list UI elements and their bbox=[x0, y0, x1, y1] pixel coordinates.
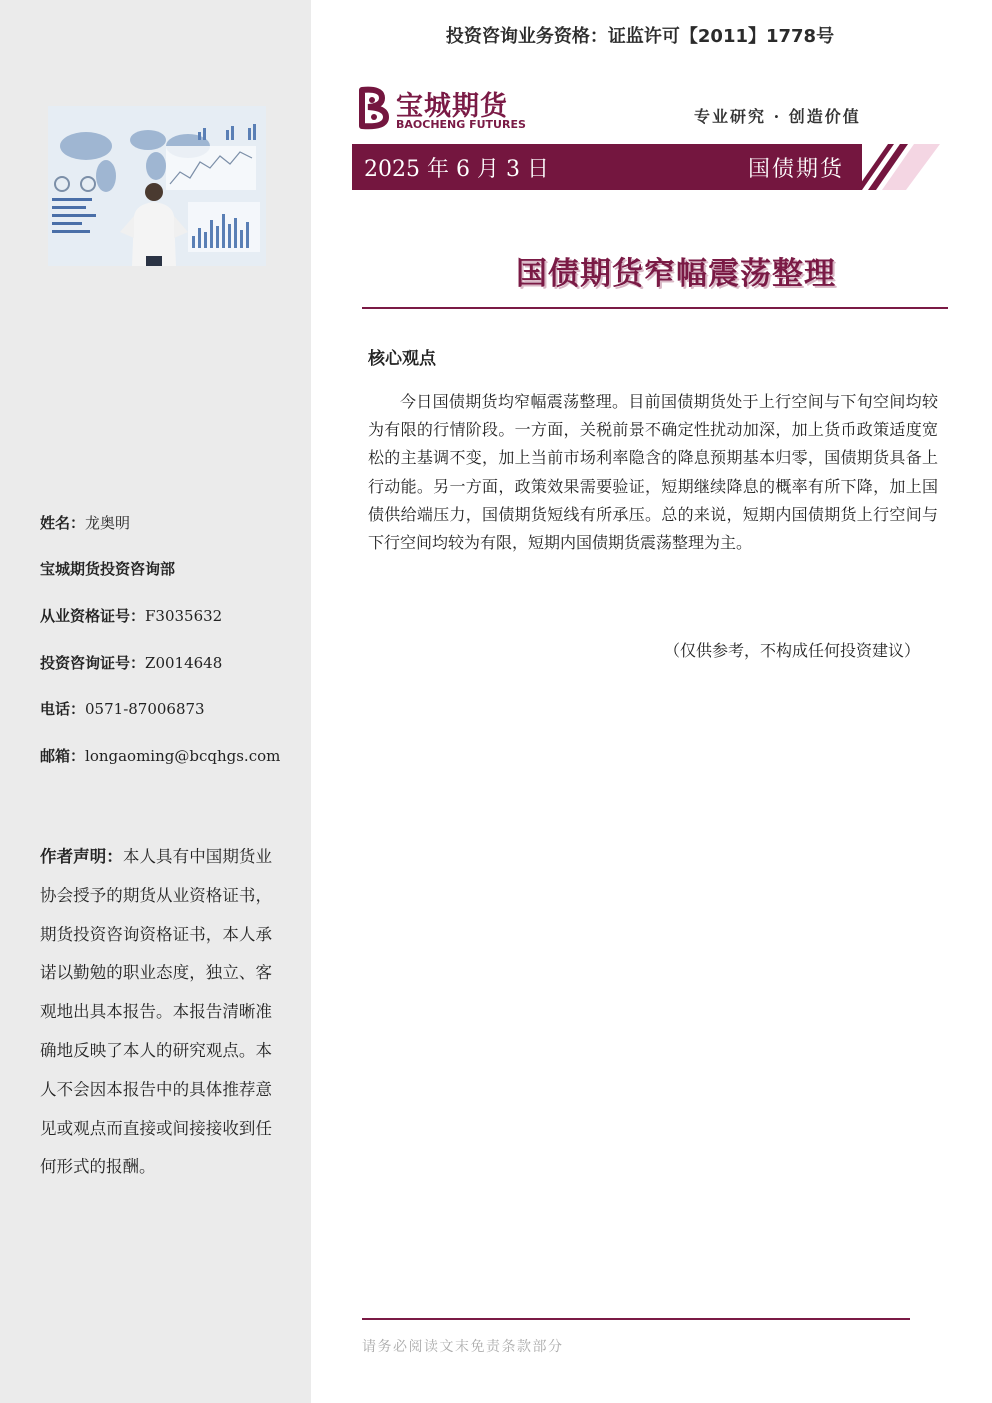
banner-stripes bbox=[856, 144, 946, 190]
author-declaration: 作者声明：本人具有中国期货业协会授予的期货从业资格证书，期货投资咨询资格证书，本人承诺以勤勉的职业态度，独立、客观地出具本报告。本报告清晰准确地反映了本人的研究观点。本人不会因本报告中的具体推荐意见或观点而直接或间接接收到任何形式的报酬。 bbox=[40, 847, 273, 1177]
sidebar bbox=[0, 0, 311, 1403]
disclaimer: （仅供参考，不构成任何投资建议） bbox=[664, 641, 921, 660]
hero-image-businessman-charts bbox=[48, 106, 266, 266]
author-name: 姓名：龙奥明 bbox=[40, 514, 131, 532]
author-advisory-license: 投资咨询证号：Z0014648 bbox=[40, 654, 223, 672]
footer-divider bbox=[362, 1318, 910, 1320]
author-department: 宝城期货投资咨询部 bbox=[40, 560, 176, 578]
author-email[interactable]: 邮箱：longaoming@bcqhgs.com bbox=[40, 747, 281, 765]
footer-note: 请务必阅读文末免责条款部分 bbox=[362, 1339, 564, 1355]
slogan: 专业研究 · 创造价值 bbox=[694, 107, 861, 126]
logo-chinese: 宝城期货 bbox=[396, 91, 508, 122]
report-body: 今日国债期货均窄幅震荡整理。目前国债期货处于上行空间与下旬空间均较为有限的行情阶段。一方面，关税前景不确定性扰动加深，加上货币政策适度宽松的主基调不变，加上当前市场利率隐含的降息预期基本归零，国债期货具备上行动能。另一方面，政策效果需要验证，短期继续降息的概率有所下降，加上国债供给端压力，国债期货短线有所承压。总的来说，短期内国债期货上行空间与下行空间均较为有限，短期内国债期货震荡整理为主。 bbox=[368, 392, 938, 553]
author-license: 从业资格证号：F3035632 bbox=[40, 607, 223, 625]
title-divider bbox=[362, 307, 948, 309]
qualification-license: 投资咨询业务资格：证监许可【2011】1778号 bbox=[445, 26, 835, 47]
report-category: 国债期货 bbox=[748, 157, 845, 182]
logo-english: BAOCHENG FUTURES bbox=[396, 118, 526, 131]
report-title: 国债期货窄幅震荡整理 bbox=[516, 256, 836, 292]
section-heading: 核心观点 bbox=[368, 349, 436, 369]
author-phone: 电话：0571-87006873 bbox=[40, 700, 205, 718]
report-date: 2025 年 6 月 3 日 bbox=[364, 157, 549, 182]
baocheng-logo-icon bbox=[356, 86, 392, 130]
